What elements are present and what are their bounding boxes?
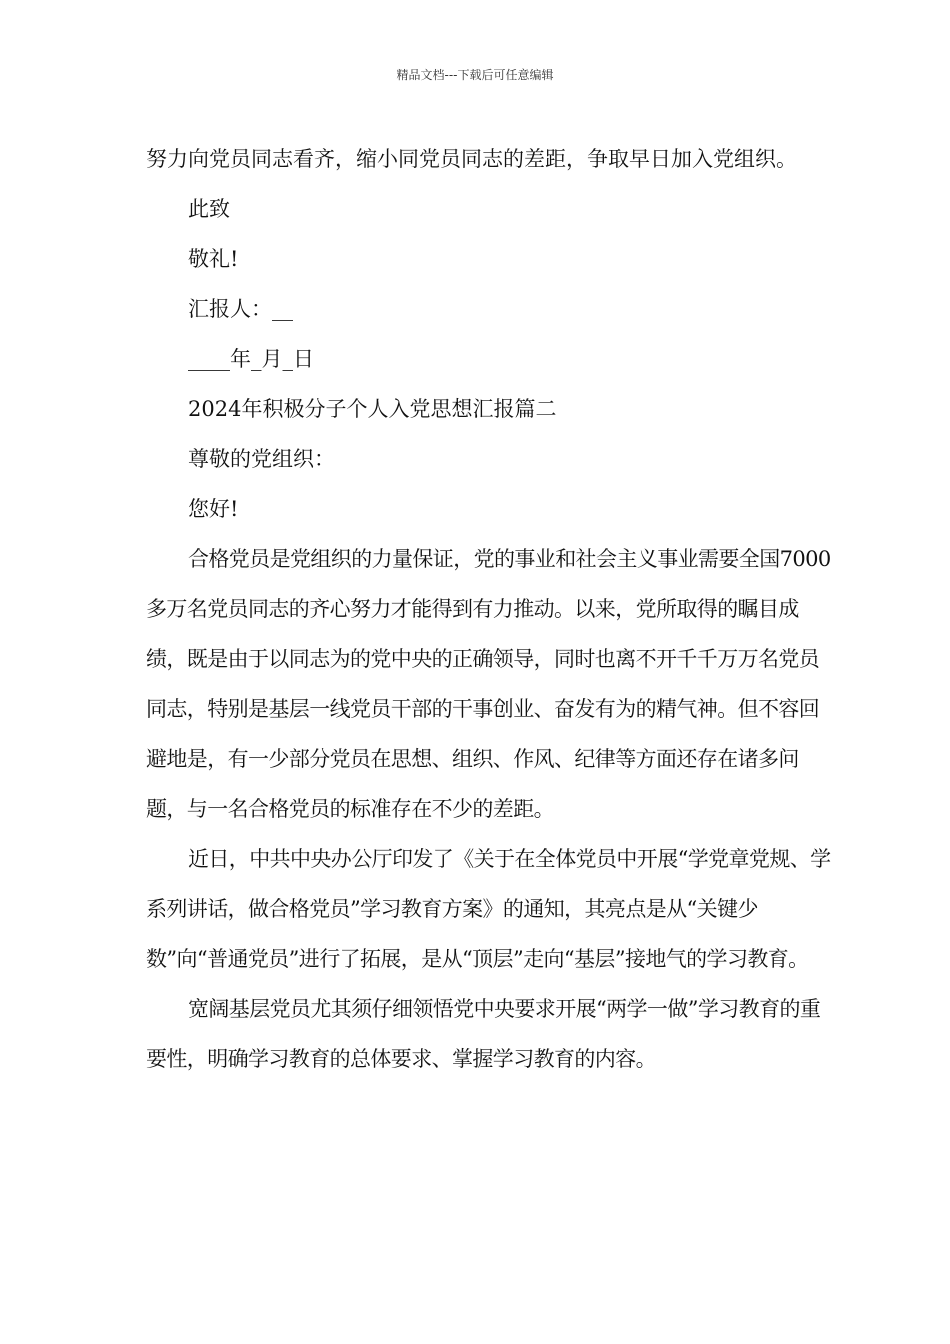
section-title: 2024年积极分子个人入党思想汇报篇二 bbox=[188, 397, 557, 421]
paragraph-body-1: 合格党员是党组织的力量保证，党的事业和社会主义事业需要全国7000多万名党员同志的齐心努力才能得到有力推动。以来，党所取得的瞩目成绩，既是由于以同志为的党中央的正确领导，同时也离不开千千万万名党员同志，特别是基层一线党员干部的干事创业、奋发有为的精气神。但不容回避地是，有一少部分党员在思想、组织、作风、纪律等方面还存在诸多问题，与一名合格党员的标准存在不少的差距。 bbox=[146, 547, 831, 821]
salutation-cizhi: 此致 bbox=[188, 197, 230, 221]
page-header: 精品文档---下载后可任意编辑 bbox=[396, 68, 554, 82]
salutation-jingli: 敬礼! bbox=[188, 247, 239, 271]
reporter-line: 汇报人：__ bbox=[188, 297, 293, 321]
greeting-hello: 您好! bbox=[188, 497, 239, 521]
date-line: ____年_月_日 bbox=[188, 347, 314, 371]
paragraph-body-2: 近日，中共中央办公厅印发了《关于在全体党员中开展“学党章党规、学系列讲话，做合格党员”学习教育方案》的通知，其亮点是从“关键少数”向“普通党员”进行了拓展，是从“顶层”走向“基层”接地气的学习教育。 bbox=[146, 847, 831, 971]
paragraph-closing-line: 努力向党员同志看齐，缩小同党员同志的差距，争取早日加入党组织。 bbox=[146, 147, 797, 171]
paragraph-body-3: 宽阔基层党员尤其须仔细领悟党中央要求开展“两学一做”学习教育的重要性，明确学习教育的总体要求、掌握学习教育的内容。 bbox=[146, 997, 821, 1071]
document-body bbox=[146, 134, 836, 1084]
greeting-addressee: 尊敬的党组织： bbox=[188, 447, 335, 471]
